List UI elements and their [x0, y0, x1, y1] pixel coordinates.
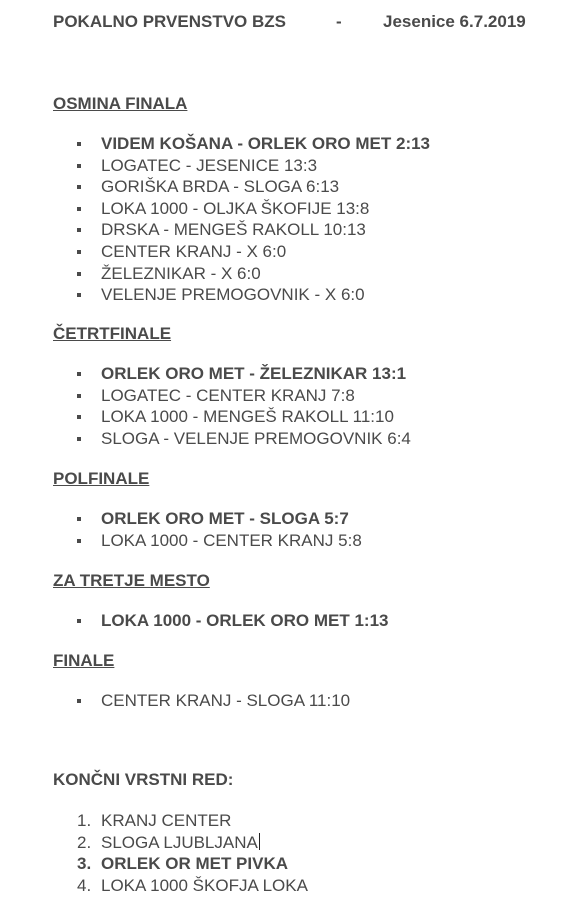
- section-title-semifinals: POLFINALE: [53, 469, 150, 488]
- text-cursor: [259, 833, 260, 850]
- bullet-icon: [77, 207, 81, 211]
- game-result: CENTER KRANJ - X 6:0: [101, 241, 287, 261]
- game-result: LOGATEC - CENTER KRANJ 7:8: [101, 385, 355, 405]
- tournament-title: POKALNO PRVENSTVO BZS: [53, 12, 286, 31]
- game-result: ORLEK ORO MET - ŽELEZNIKAR 13:1: [101, 364, 407, 383]
- bullet-icon: [77, 372, 81, 376]
- game-result: ORLEK ORO MET - SLOGA 5:7: [101, 509, 349, 528]
- game-result: LOKA 1000 - MENGEŠ RAKOLL 11:10: [101, 407, 394, 427]
- ranking-number: 1.: [77, 811, 92, 830]
- ranking-number: 3.: [77, 854, 92, 874]
- venue-date: Jesenice 6.7.2019: [383, 12, 526, 31]
- game-result: LOGATEC - JESENICE 13:3: [101, 155, 318, 175]
- ranking-team[interactable]: [101, 832, 260, 854]
- ranking-team-text: SLOGA LJUBLJANA: [101, 832, 258, 852]
- header-separator: -: [336, 12, 342, 31]
- ranking-team: KRANJ CENTER: [101, 811, 232, 830]
- game-result: ŽELEZNIKAR - X 6:0: [101, 263, 261, 283]
- bullet-icon: [77, 293, 81, 297]
- ranking-number: 2.: [77, 832, 92, 852]
- ranking-team: ORLEK OR MET PIVKA: [101, 854, 289, 874]
- bullet-icon: [77, 272, 81, 276]
- bullet-icon: [77, 539, 81, 543]
- ranking-team: LOKA 1000 ŠKOFJA LOKA: [101, 875, 308, 895]
- section-title-quarterfinals: ČETRTFINALE: [53, 324, 172, 343]
- final-ranking-title: KONČNI VRSTNI RED:: [53, 770, 234, 789]
- section-title-third-place: ZA TRETJE MESTO: [53, 571, 210, 590]
- game-result: LOKA 1000 - CENTER KRANJ 5:8: [101, 530, 362, 550]
- game-result: VELENJE PREMOGOVNIK - X 6:0: [101, 285, 365, 305]
- bullet-icon: [77, 437, 81, 441]
- document-header: [53, 12, 553, 36]
- bullet-icon: [77, 250, 81, 254]
- bullet-icon: [77, 228, 81, 232]
- game-result: SLOGA - VELENJE PREMOGOVNIK 6:4: [101, 428, 411, 448]
- game-result: CENTER KRANJ - SLOGA 11:10: [101, 691, 351, 710]
- game-result: DRSKA - MENGEŠ RAKOLL 10:13: [101, 220, 366, 240]
- game-result: VIDEM KOŠANA - ORLEK ORO MET 2:13: [101, 134, 431, 153]
- section-title-round-of-16: OSMINA FINALA: [53, 94, 188, 113]
- section-title-final: FINALE: [53, 651, 115, 670]
- bullet-icon: [77, 619, 81, 623]
- bullet-icon: [77, 185, 81, 189]
- bullet-icon: [77, 142, 81, 146]
- ranking-number: 4.: [77, 875, 92, 895]
- game-result: LOKA 1000 - ORLEK ORO MET 1:13: [101, 611, 389, 630]
- bullet-icon: [77, 164, 81, 168]
- bullet-icon: [77, 699, 81, 703]
- game-result: GORIŠKA BRDA - SLOGA 6:13: [101, 177, 340, 197]
- game-result: LOKA 1000 - OLJKA ŠKOFIJE 13:8: [101, 198, 370, 218]
- bullet-icon: [77, 517, 81, 521]
- bullet-icon: [77, 394, 81, 398]
- bullet-icon: [77, 415, 81, 419]
